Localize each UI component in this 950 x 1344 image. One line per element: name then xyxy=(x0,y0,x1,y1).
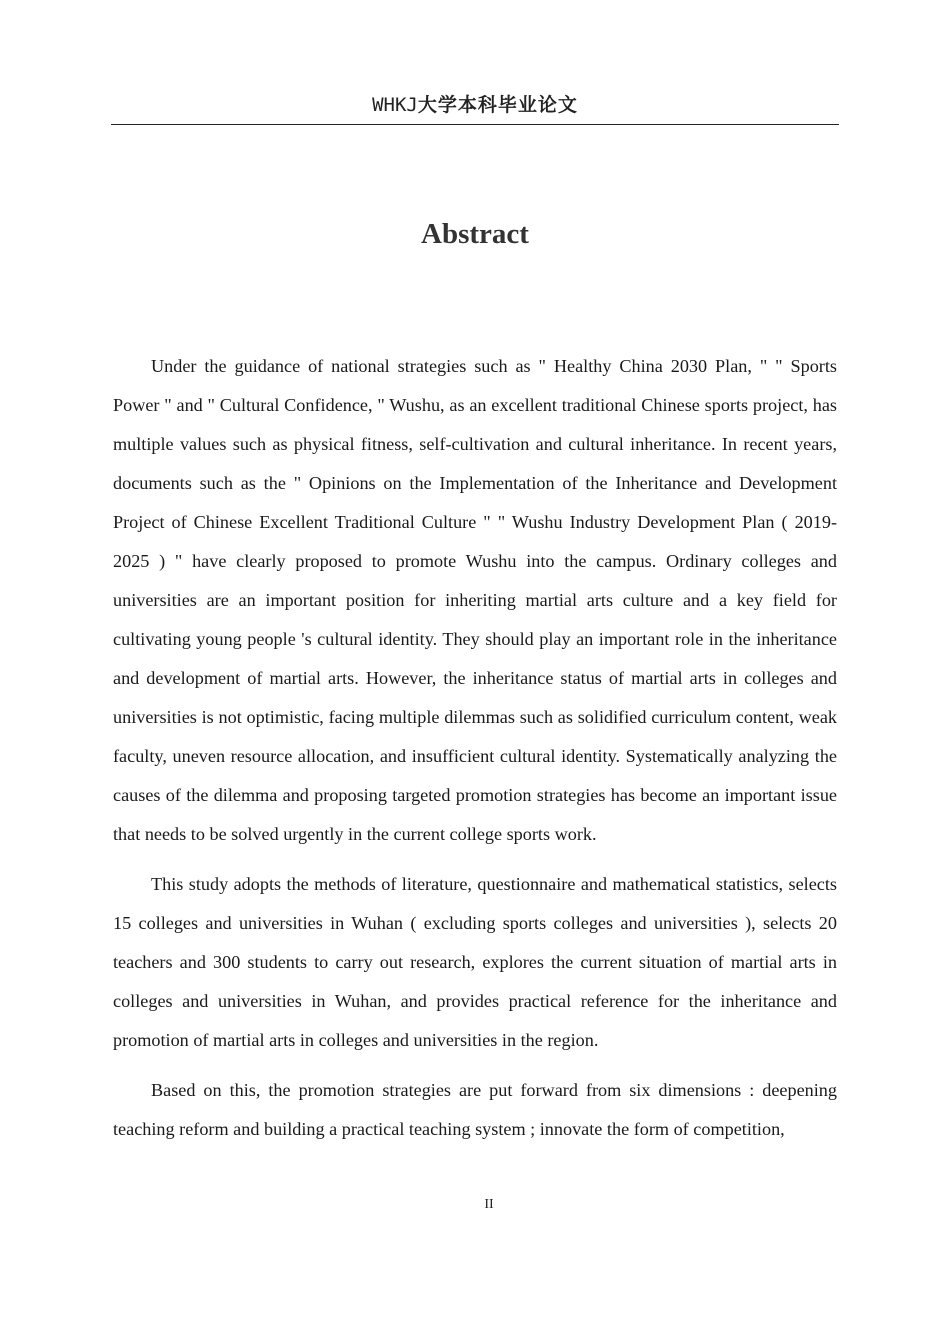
abstract-title: Abstract xyxy=(421,218,529,250)
abstract-body xyxy=(113,347,837,1160)
header-latin: WHKJ xyxy=(372,94,418,116)
page-number: II xyxy=(484,1197,494,1212)
abstract-paragraph: Under the guidance of national strategies such as " Healthy China 2030 Plan, " " Sports Power " and " Cultural Confidence, " Wushu, as an excellent traditional Chinese sports project, has multiple values such as physical fitness, self-cultivation and cultural inheritance. In recent years, documents such as the " Opinions on the Implementation of the Inheritance and Development Project of Chinese Excellent Traditional Culture " " Wushu Industry Development Plan ( 2019-2025 ) " have clearly proposed to promote Wushu into the campus. Ordinary colleges and universities are an important position for inheriting martial arts culture and a key field for cultivating young people 's cultural identity. They should play an important role in the inheritance and development of martial arts. However, the inheritance status of martial arts in colleges and universities is not optimistic, facing multiple dilemmas such as solidified curriculum content, weak faculty, uneven resource allocation, and insufficient cultural identity. Systematically analyzing the causes of the dilemma and proposing targeted promotion strategies has become an important issue that needs to be solved urgently in the current college sports work. xyxy=(113,356,837,844)
abstract-paragraph: Based on this, the promotion strategies are put forward from six dimensions : deepening teaching reform and building a practical teaching system ; innovate the form of competition, xyxy=(113,1080,837,1139)
page-header xyxy=(111,92,839,125)
header-chinese-title: 大学本科毕业论文 xyxy=(417,94,578,116)
abstract-paragraph: This study adopts the methods of literature, questionnaire and mathematical statistics, selects 15 colleges and universities in Wuhan ( excluding sports colleges and universities ), selects 20 teachers and 300 students to carry out research, explores the current situation of martial arts in colleges and universities in Wuhan, and provides practical reference for the inheritance and promotion of martial arts in colleges and universities in the region. xyxy=(113,874,837,1050)
header-title xyxy=(372,92,578,118)
